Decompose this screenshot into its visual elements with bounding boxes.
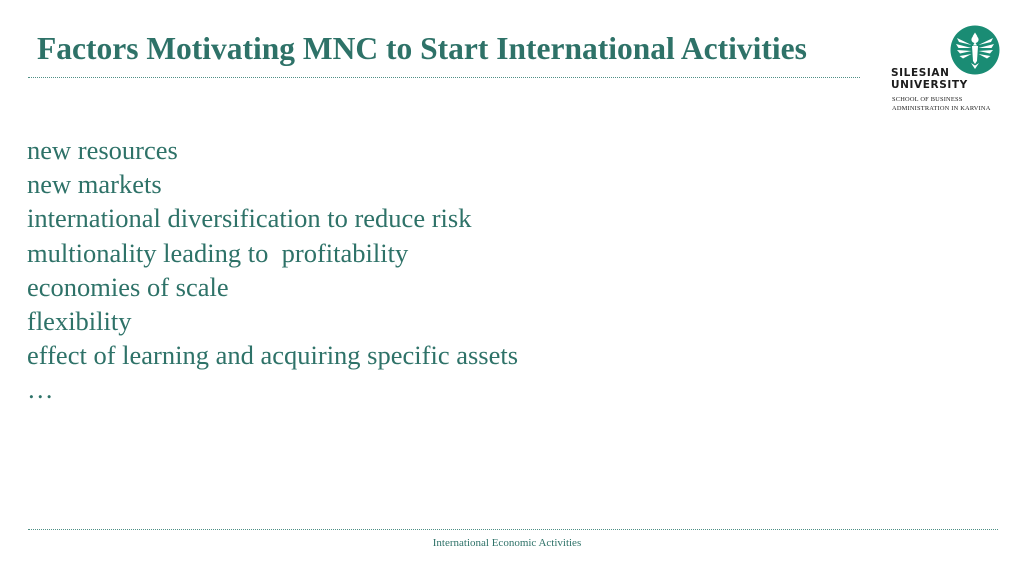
list-item: new resources [27,135,178,165]
list-item: economies of scale [27,271,229,302]
logo-name-line2: UNIVERSITY [891,79,968,91]
logo-sub-line2: ADMINISTRATION IN KARVINA [892,105,991,112]
list-item: flexibility [27,306,132,337]
list-item: … [27,374,54,405]
list-item: new markets [27,169,162,200]
slide-title: Factors Motivating MNC to Start International Activities [37,31,807,66]
logo-sub-line1: SCHOOL OF BUSINESS [892,96,963,103]
list-item: international diversification to reduce risk [27,203,472,234]
bullet-list [27,133,518,407]
logo-name-line1: SILESIAN [891,67,950,79]
university-logo [890,25,1010,117]
title-divider [28,77,860,78]
list-item: multionality leading to profitability [27,237,409,268]
footer-divider [28,529,998,530]
logo-university-name [891,67,968,91]
list-item: effect of learning and acquiring specific assets [27,340,519,371]
footer-text: International Economic Activities [432,537,582,549]
logo-school-name [892,95,991,113]
